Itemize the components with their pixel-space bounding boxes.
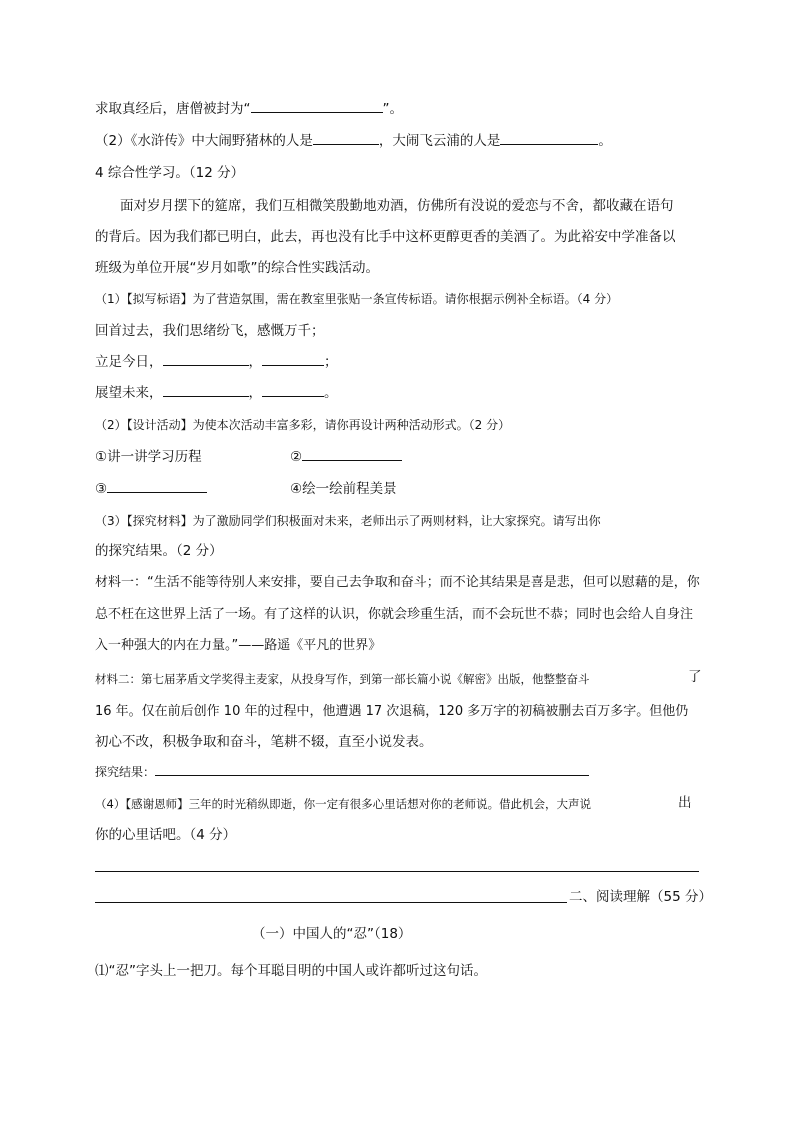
slogan-text: 。 xyxy=(324,385,338,401)
answer-line[interactable] xyxy=(95,902,567,903)
material-text: 了 xyxy=(688,669,702,685)
article-paragraph-1 xyxy=(95,962,487,980)
option-text: ② xyxy=(290,449,303,465)
answer-blank[interactable] xyxy=(302,448,402,461)
answer-blank[interactable] xyxy=(262,384,324,397)
result-line xyxy=(95,763,589,781)
activity-option-1 xyxy=(95,448,202,466)
answer-blank[interactable] xyxy=(155,763,589,776)
sub-question-1 xyxy=(95,290,618,308)
answer-blank[interactable] xyxy=(107,480,207,493)
material-two-end-char xyxy=(688,668,702,686)
slogan-text: 立足今日， xyxy=(95,354,163,370)
answer-blank[interactable] xyxy=(163,353,249,366)
activity-option-3 xyxy=(95,480,207,498)
option-text: ④绘一绘前程美景 xyxy=(290,481,397,497)
slogan-text: 回首过去，我们思绪纷飞，感慨万千； xyxy=(95,323,325,339)
answer-blank[interactable] xyxy=(163,384,249,397)
title-text: （一）中国人的“忍”（18） xyxy=(252,926,412,942)
slogan-text: 展望未来， xyxy=(95,385,163,401)
heading-text: 二、阅读理解（55 分） xyxy=(569,889,712,905)
line-text: 求取真经后，唐僧被封为“ xyxy=(95,101,251,117)
sub-question-2 xyxy=(95,416,510,434)
question-4-heading xyxy=(95,164,244,182)
material-text: 材料二：第七届茅盾文学奖得主麦家，从投身写作，到第一部长篇小说《解密》出版，他整整奋斗 xyxy=(95,672,590,686)
material-text: 材料一：“生活不能等待别人来安排，要自己去争取和奋斗；而不论其结果是喜是悲，但可以慰藉的是，你 xyxy=(95,575,700,590)
heading-text: 4 综合性学习。（12 分） xyxy=(95,165,245,181)
paragraph-text: ⑴“忍”字头上一把刀。每个耳聪目明的中国人或许都听过这句话。 xyxy=(95,963,487,979)
slogan-example xyxy=(95,322,325,340)
paragraph-text: 的背后。因为我们都已明白，此去，再也没有比手中这杯更醇更香的美酒了。为此裕安中学准备以 xyxy=(95,229,676,245)
article-title xyxy=(252,925,411,943)
question-text: （2）【设计活动】为使本次活动丰富多彩，请你再设计两种活动形式。（2 分） xyxy=(95,418,511,432)
paragraph-text: 班级为单位开展“岁月如歌”的综合性实践活动。 xyxy=(95,260,379,276)
activity-option-2 xyxy=(290,448,402,466)
sub-question-3 xyxy=(95,512,601,530)
sub-question-4 xyxy=(95,795,591,813)
sub-question-4-cont xyxy=(95,826,236,844)
line-text: ”。 xyxy=(382,101,403,117)
answer-blank[interactable] xyxy=(500,132,598,145)
answer-blank[interactable] xyxy=(251,100,383,113)
material-two-line xyxy=(95,670,590,688)
answer-blank[interactable] xyxy=(262,353,324,366)
question-text: （3）【探究材料】为了激励同学们积极面对未来，老师出示了两则材料，让大家探究。请写出你 xyxy=(95,514,601,528)
line-text: （2）《水浒传》中大闹野猪林的人是 xyxy=(95,133,313,149)
answer-line[interactable] xyxy=(95,871,699,872)
question-text: （4）【感谢恩师】三年的时光稍纵即逝，你一定有很多心里话想对你的老师说。借此机会，大声说 xyxy=(95,797,592,811)
option-text: ①讲一讲学习历程 xyxy=(95,449,202,465)
answer-blank[interactable] xyxy=(313,132,379,145)
question-text: 你的心里话吧。（4 分） xyxy=(95,827,237,843)
line-text: 。 xyxy=(598,133,612,149)
slogan-text: ； xyxy=(324,354,338,370)
material-one-line xyxy=(95,606,693,624)
question-text: （1）【拟写标语】为了营造氛围，需在教室里张贴一条宣传标语。请你根据示例补全标语。（4 分） xyxy=(95,292,619,306)
material-one-line xyxy=(95,574,700,592)
sub-question-4-end-char xyxy=(678,794,692,812)
section-2-heading xyxy=(569,888,712,906)
line-text: ，大闹飞云浦的人是 xyxy=(378,133,501,149)
line-tang-seng xyxy=(95,100,403,118)
slogan-today xyxy=(95,353,338,371)
slogan-future xyxy=(95,384,338,402)
material-two-line xyxy=(95,703,688,721)
option-text: ③ xyxy=(95,481,108,497)
material-text: 入一种强大的内在力量。”——路遥《平凡的世界》 xyxy=(95,638,382,653)
material-text: 总不枉在这世界上活了一场。有了这样的认识，你就会珍重生活，而不会玩世不恭；同时也会给人自身注 xyxy=(95,607,694,622)
paragraph-text: 面对岁月摆下的筵席，我们互相微笑殷勤地劝酒，仿佛所有没说的爱恋与不舍，都收藏在语句 xyxy=(120,198,674,214)
slogan-text: ， xyxy=(248,354,262,370)
material-two-line xyxy=(95,733,433,751)
material-one-line xyxy=(95,637,381,655)
question-text: 出 xyxy=(678,795,692,811)
intro-paragraph-line xyxy=(95,259,379,277)
line-shuihu xyxy=(95,132,612,150)
slogan-text: ， xyxy=(248,385,262,401)
activity-option-4 xyxy=(290,480,397,498)
result-label: 探究结果： xyxy=(95,765,156,779)
question-text: 的探究结果。（2 分） xyxy=(95,543,223,559)
material-text: 初心不改，积极争取和奋斗，笔耕不辍，直至小说发表。 xyxy=(95,734,433,750)
intro-paragraph-line xyxy=(95,228,676,246)
intro-paragraph-line xyxy=(120,197,674,215)
material-text: 16 年。仅在前后创作 10 年的过程中，他遭遇 17 次退稿，120 多万字的初稿被删去百万多字。但他仍 xyxy=(95,704,689,719)
sub-question-3-cont xyxy=(95,542,223,560)
